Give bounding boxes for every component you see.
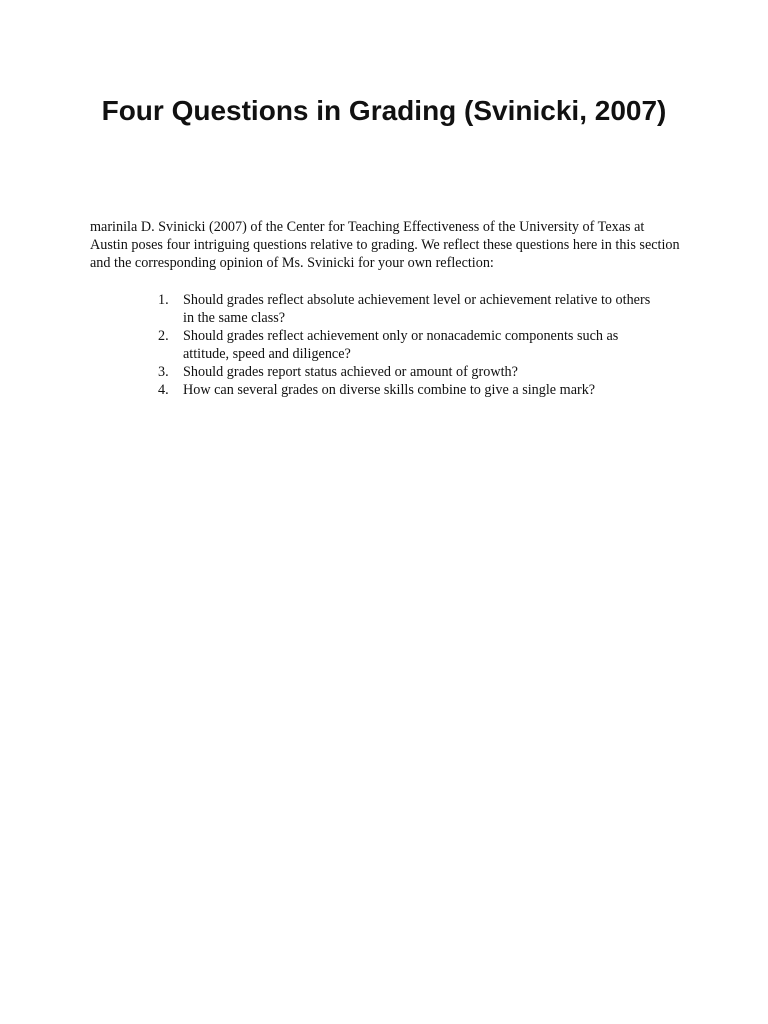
list-item (158, 327, 658, 363)
page-title: Four Questions in Grading (Svinicki, 2007) (101, 95, 667, 126)
questions-list (158, 291, 658, 399)
list-item-number: 4. (158, 382, 169, 398)
list-item-number: 2. (158, 328, 169, 344)
list-item-number: 1. (158, 292, 169, 308)
list-item (158, 363, 658, 381)
list-item-text: Should grades reflect achievement only or nonacademic components such as attitude, speed and diligence? (183, 328, 619, 362)
list-item-text: How can several grades on diverse skills combine to give a single mark? (183, 382, 596, 398)
intro-paragraph: marinila D. Svinicki (2007) of the Center for Teaching Effectiveness of the University of Texas at Austin poses four intriguing questions relative to grading. We reflect these questions here in this section and the corresponding opinion of Ms. Svinicki for your own reflection: (90, 219, 680, 271)
list-item (158, 291, 658, 327)
list-item (158, 381, 658, 399)
list-item-number: 3. (158, 364, 169, 380)
list-item-text: Should grades reflect absolute achievement level or achievement relative to others in the same class? (183, 292, 651, 326)
list-item-text: Should grades report status achieved or amount of growth? (183, 364, 518, 380)
